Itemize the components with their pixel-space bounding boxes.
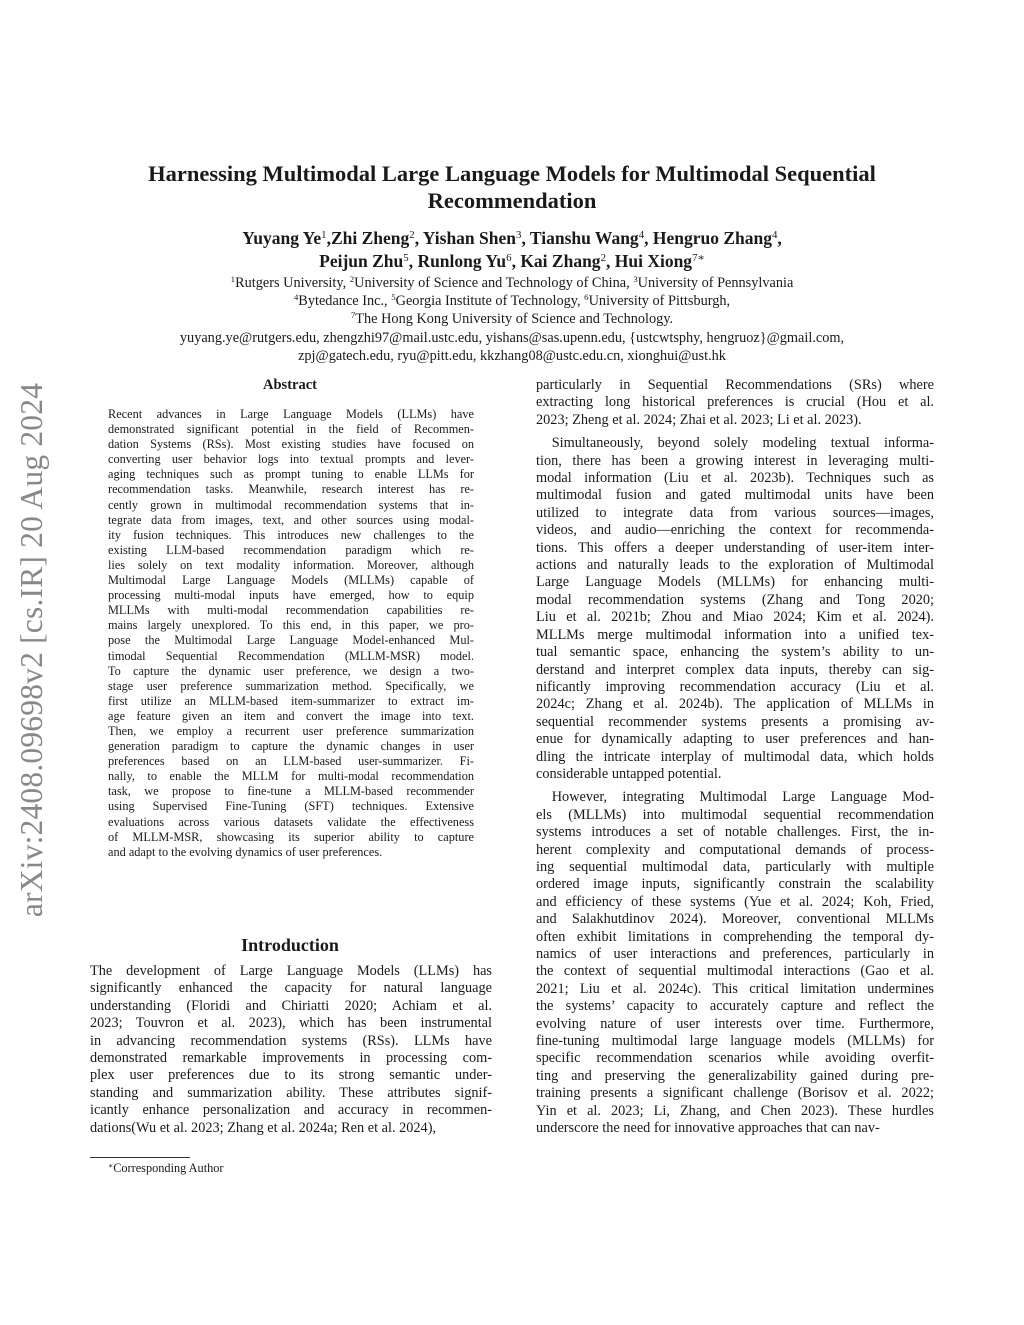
paragraph [536, 377, 934, 429]
text-line: generation paradigm to capture the dynamic changes in user [108, 739, 474, 754]
text-line: standing and summarization ability. These attributes signif- [90, 1084, 492, 1101]
text-line: modal information (Liu et al. 2023b). Techniques such as [536, 470, 934, 487]
affiliation-marker: 7 [350, 310, 356, 321]
text-line: age feature given an item and convert the image into text. [108, 708, 474, 723]
text-line: existing LLM-based recommendation paradigm which re- [108, 542, 474, 557]
text-line: Recent advances in Large Language Models (LLMs) have [108, 407, 474, 421]
author-name: , Runlong Yu [408, 251, 507, 271]
author-affiliation-marker: 5 [403, 252, 409, 265]
text-line: stage user preference summarization method. Specifically, we [108, 678, 474, 693]
author-affiliation-marker: 7∗ [692, 252, 705, 265]
text-line: nally, to enable the MLLM for multi-modal recommendation [108, 769, 474, 784]
text-line: actions and naturally leads to the exploration of Multimodal [536, 557, 934, 574]
footnote-text: Corresponding Author [113, 1161, 224, 1175]
text-line: demonstrated remarkable improvements in processing com- [90, 1050, 492, 1067]
text-line: evaluations across various datasets validate the effectiveness [108, 814, 474, 829]
paragraph [536, 789, 934, 1137]
author-name: Yuyang Ye [242, 228, 322, 248]
affiliation-line [90, 274, 934, 292]
author-affiliation-marker: 1 [321, 229, 327, 242]
text-line: els (MLLMs) into multimodal sequential recommendation [536, 806, 934, 823]
title-line: Recommendation [427, 188, 597, 213]
email-line: yuyang.ye@rutgers.edu, zhengzhi97@mail.ustc.edu, yishans@sas.upenn.edu, {ustcwtsphy, hengruoz}@gmail.com, [179, 329, 845, 346]
text-line: the systems’ capacity to accurately capture and reflect the [536, 998, 934, 1015]
text-line: icantly enhance personalization and accuracy in recommen- [90, 1102, 492, 1119]
text-line: evolving nature of user interests over time. Furthermore, [536, 1015, 934, 1032]
text-line: pose the Multimodal Large Language Model-enhanced Mul- [108, 633, 474, 648]
author-name: , Tianshu Wang [521, 228, 639, 248]
author-affiliation-marker: 4 [771, 229, 778, 242]
text-line: and adapt to the evolving dynamics of user preferences. [108, 844, 383, 859]
introduction-heading: Introduction [241, 935, 339, 955]
text-line: recommendation tasks. Meanwhile, research interest has re- [108, 482, 474, 497]
right-column [536, 377, 934, 1143]
author-line [100, 227, 924, 250]
text-line: MLLMs with multi-modal recommendation capabilities re- [108, 603, 474, 618]
text-line: in advancing recommendation systems (RSs). LLMs have [90, 1032, 492, 1049]
text-line: demonstrated significant potential in the field of Recommen- [108, 422, 474, 437]
affiliation-marker: 2 [349, 274, 355, 285]
affiliation-marker: 6 [584, 292, 589, 303]
email-line: zpj@gatech.edu, ryu@pitt.edu, kkzhang08@ustc.edu.cn, xionghui@ust.hk [298, 347, 726, 364]
author-name: , Hengruo Zhang [644, 228, 772, 248]
affiliation-marker: 4 [293, 292, 299, 303]
text-line: ing sequential multimodal data, particularly with multiple [536, 858, 934, 875]
text-line: preferences based on an LLM-based user-summarizer. Fi- [108, 754, 474, 769]
text-line: processing multi-modal inputs have emerged, how to equip [108, 588, 474, 603]
author-affiliation-marker: 4 [638, 229, 645, 242]
text-line: dling the intricate interplay of multimodal data, which holds [536, 748, 934, 765]
text-line: aging techniques such as prompt tuning to enable LLMs for [108, 467, 474, 482]
author-line [100, 250, 924, 273]
affiliation-text: Rutgers University, [235, 275, 350, 291]
title-line: Harnessing Multimodal Large Language Models for Multimodal Sequential [148, 161, 876, 186]
text-line: first utilize an MLLM-based item-summarizer to extract im- [108, 693, 474, 708]
text-line: considerable untapped potential. [536, 765, 722, 782]
text-line: 2021; Liu et al. 2024c). This critical limitation undermines [536, 980, 934, 997]
affiliation-text: University of Pittsburgh, [588, 293, 731, 310]
footnote-rule [90, 1157, 190, 1158]
text-line: 2024c; Zhang et al. 2024b). The application of MLLMs in [536, 696, 934, 713]
text-line: dation Systems (RSs). Most existing studies have focused on [108, 437, 474, 452]
text-line: MLLMs merge multimodal information into a unified tex- [536, 626, 934, 643]
text-line: using Supervised Fine-Tuning (SFT) techniques. Extensive [108, 799, 474, 814]
affiliation-text: Georgia Institute of Technology, [395, 293, 585, 310]
arxiv-identifier: arXiv:2408.09698v2 [cs.IR] 20 Aug 2024 [14, 382, 49, 918]
footnote [108, 1161, 224, 1176]
affiliation-text: University of Pennsylvania [637, 275, 794, 291]
text-line: understanding (Floridi and Chiriatti 2020; Achiam et al. [90, 997, 492, 1014]
paragraph [536, 435, 934, 783]
text-line: the context of sequential multimodal interactions (Gao et al. [536, 963, 934, 980]
affiliation-marker: 5 [391, 292, 396, 303]
abstract-body [108, 407, 474, 860]
author-name: , Hui Xiong [605, 251, 693, 271]
arxiv-sidebar-stamp [3, 360, 61, 940]
text-line: lies solely on text modality information. Moreover, although [108, 557, 474, 572]
text-line: nificantly improving recommendation accuracy (Liu et al. [536, 678, 934, 695]
text-line: ity fusion techniques. This introduces new challenges to the [108, 527, 474, 542]
text-line: of MLLM-MSR, showcasing its superior ability to capture [108, 829, 474, 844]
text-line: plex user preferences due to its strong semantic under- [90, 1067, 492, 1084]
text-line: enue for dynamically adapting to user preferences and han- [536, 731, 934, 748]
text-line: fine-tuning multimodal large language models (MLLMs) for [536, 1033, 934, 1050]
author-affiliation-marker: 2 [600, 252, 606, 265]
text-line: significantly enhanced the capacity for natural language [90, 980, 492, 997]
author-name: , Kai Zhang [511, 251, 601, 271]
text-line: Yin et al. 2023; Li, Zhang, and Chen 2023). These hurdles [536, 1102, 934, 1119]
text-line: systems introduces a set of notable challenges. First, the in- [536, 824, 934, 841]
text-line: ordered image inputs, significantly constrain the scalability [536, 876, 934, 893]
affiliation-marker: 1 [230, 274, 236, 285]
text-line: training presents a significant challenge (Borisov et al. 2022; [536, 1085, 934, 1102]
text-line: often exhibit limitations in comprehending the temporal dy- [536, 928, 934, 945]
text-line: multimodal fusion and gated multimodal units have been [536, 487, 934, 504]
text-line: Simultaneously, beyond solely modeling textual informa- [551, 435, 934, 452]
affiliation-text: Bytedance Inc., [298, 293, 392, 310]
text-line: and Salakhutdinov 2024). Moreover, conventional MLLMs [536, 911, 934, 928]
text-line: and efficiency of these systems (Yue et al. 2024; Koh, Fried, [536, 893, 934, 910]
affiliation-text: University of Science and Technology of China, [354, 275, 634, 291]
text-line: videos, and audio—enriching the context for recommenda- [536, 522, 934, 539]
affiliation-line [90, 292, 934, 310]
text-line: timodal Sequential Recommendation (MLLM-MSR) model. [108, 648, 474, 663]
text-line: However, integrating Multimodal Large Language Mod- [551, 789, 934, 806]
author-affiliation-marker: 6 [506, 252, 512, 265]
text-line: modal recommendation systems (Zhang and Tong 2020; [536, 591, 934, 608]
text-line: task, we propose to fine-tune a MLLM-based recommender [108, 784, 474, 799]
text-line: tegrate data from images, text, and other sources using modal- [108, 512, 474, 527]
author-list [100, 227, 924, 273]
paper-title [100, 160, 924, 214]
text-line: tion, there has been a growing interest in leveraging multi- [536, 452, 934, 469]
author-affiliation-marker: 2 [409, 229, 415, 242]
text-line: underscore the need for innovative approaches that can nav- [536, 1120, 880, 1137]
author-name: ,Zhi Zheng [326, 228, 410, 248]
text-line: Large Language Models (MLLMs) for enhancing multi- [536, 574, 934, 591]
introduction-body [90, 963, 492, 1137]
footnote-marker: ∗ [108, 1160, 114, 1170]
affiliation-text: The Hong Kong University of Science and Technology. [355, 311, 674, 328]
text-line: dations(Wu et al. 2023; Zhang et al. 2024a; Ren et al. 2024), [90, 1119, 437, 1136]
text-line: ting and preserving the generalizability gained during pre- [536, 1067, 934, 1084]
affiliation-marker: 3 [633, 274, 638, 285]
author-name: , [777, 228, 782, 248]
text-line: 2023; Zheng et al. 2024; Zhai et al. 2023; Li et al. 2023). [536, 411, 862, 428]
text-line: utilized to integrate data from various sources—images, [536, 504, 934, 521]
author-name: Peijun Zhu [319, 251, 404, 271]
text-line: namics of user interactions and preferences, particularly in [536, 946, 934, 962]
text-line: converting user behavior logs into textual prompts and lever- [108, 452, 474, 467]
text-line: 2023; Touvron et al. 2023), which has been instrumental [90, 1015, 492, 1032]
text-line: specific recommendation scenarios while avoiding overfit- [536, 1050, 934, 1067]
text-line: Then, we employ a recurrent user preference summarization [108, 723, 474, 738]
text-line: Liu et al. 2021b; Zhou and Miao 2024; Kim et al. 2024). [536, 609, 934, 626]
text-line: The development of Large Language Models (LLMs) has [90, 963, 492, 979]
text-line: derstand and interpret complex data inputs, thereby can sig- [536, 661, 934, 678]
abstract-heading: Abstract [263, 377, 317, 393]
text-line: cently grown in multimodal recommendation systems that in- [108, 497, 474, 512]
text-line: tions. This offers a deeper understanding of user-item inter- [536, 539, 934, 556]
text-line: particularly in Sequential Recommendations (SRs) where [536, 377, 934, 393]
text-line: mains largely unexplored. To this end, in this paper, we pro- [108, 618, 474, 633]
affiliation-line [90, 310, 934, 328]
author-name: , Yishan Shen [414, 228, 517, 248]
text-line: herent complexity and computational demands of process- [536, 841, 934, 858]
text-line: sequential recommender systems presents a promising av- [536, 713, 934, 730]
text-line: Multimodal Large Language Models (MLLMs) capable of [108, 573, 474, 588]
text-line: extracting long historical preferences is crucial (Hou et al. [536, 394, 934, 411]
affiliations [90, 274, 934, 365]
text-line: tual semantic space, enhancing the system’s ability to un- [536, 644, 934, 661]
author-affiliation-marker: 3 [516, 229, 522, 242]
text-line: To capture the dynamic user preference, we design a two- [108, 663, 474, 678]
